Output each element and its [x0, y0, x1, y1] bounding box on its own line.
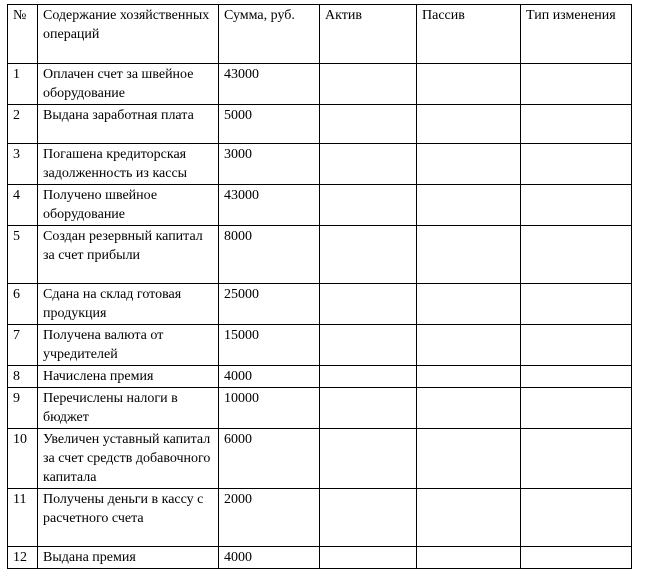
row-description: Оплачен счет за швейное оборудование: [38, 64, 219, 105]
row-description: Выдана заработная плата: [38, 105, 219, 144]
row-description: Начислена премия: [38, 366, 219, 388]
row-active: [320, 388, 417, 429]
row-change-type: [521, 429, 632, 489]
row-sum: 2000: [219, 489, 320, 547]
row-description: Создан резервный капитал за счет прибыли: [38, 226, 219, 284]
table-row: [8, 325, 632, 366]
row-passive: [417, 185, 521, 226]
operations-table: [7, 4, 632, 569]
row-sum: 6000: [219, 429, 320, 489]
row-description: Увеличен уставный капитал за счет средств добавочного капитала: [38, 429, 219, 489]
row-description: Выдана премия: [38, 547, 219, 569]
table-row: [8, 366, 632, 388]
row-change-type: [521, 284, 632, 325]
table-row: [8, 105, 632, 144]
row-passive: [417, 429, 521, 489]
row-active: [320, 226, 417, 284]
row-change-type: [521, 144, 632, 185]
row-active: [320, 144, 417, 185]
table-row: [8, 144, 632, 185]
row-change-type: [521, 547, 632, 569]
row-change-type: [521, 64, 632, 105]
row-number: 9: [8, 388, 38, 429]
row-number: 3: [8, 144, 38, 185]
row-passive: [417, 284, 521, 325]
row-active: [320, 325, 417, 366]
row-change-type: [521, 489, 632, 547]
table-row: [8, 284, 632, 325]
row-change-type: [521, 226, 632, 284]
row-passive: [417, 489, 521, 547]
row-active: [320, 185, 417, 226]
row-description: Получено швейное оборудование: [38, 185, 219, 226]
row-active: [320, 366, 417, 388]
table-row: [8, 388, 632, 429]
row-number: 10: [8, 429, 38, 489]
header-passive: Пассив: [417, 5, 521, 64]
row-number: 8: [8, 366, 38, 388]
row-change-type: [521, 388, 632, 429]
row-passive: [417, 388, 521, 429]
row-description: Получена валюта от учредителей: [38, 325, 219, 366]
row-number: 5: [8, 226, 38, 284]
table-row: [8, 64, 632, 105]
row-number: 2: [8, 105, 38, 144]
row-sum: 4000: [219, 547, 320, 569]
row-sum: 3000: [219, 144, 320, 185]
row-active: [320, 105, 417, 144]
row-passive: [417, 366, 521, 388]
row-sum: 43000: [219, 64, 320, 105]
table-row: [8, 185, 632, 226]
row-number: 4: [8, 185, 38, 226]
header-number: №: [8, 5, 38, 64]
row-sum: 4000: [219, 366, 320, 388]
row-sum: 10000: [219, 388, 320, 429]
row-sum: 43000: [219, 185, 320, 226]
row-number: 12: [8, 547, 38, 569]
row-change-type: [521, 366, 632, 388]
row-active: [320, 284, 417, 325]
row-passive: [417, 144, 521, 185]
row-sum: 15000: [219, 325, 320, 366]
row-passive: [417, 325, 521, 366]
table-row: [8, 489, 632, 547]
row-description: Перечислены налоги в бюджет: [38, 388, 219, 429]
row-change-type: [521, 105, 632, 144]
row-active: [320, 429, 417, 489]
row-active: [320, 547, 417, 569]
table-row: [8, 226, 632, 284]
row-description: Погашена кредиторская задолженность из кассы: [38, 144, 219, 185]
row-active: [320, 489, 417, 547]
header-description: Содержание хозяйственных операций: [38, 5, 219, 64]
row-change-type: [521, 325, 632, 366]
row-description: Получены деньги в кассу с расчетного счета: [38, 489, 219, 547]
row-passive: [417, 105, 521, 144]
header-change-type: Тип изменения: [521, 5, 632, 64]
row-sum: 8000: [219, 226, 320, 284]
table-header-row: [8, 5, 632, 64]
row-active: [320, 64, 417, 105]
row-passive: [417, 64, 521, 105]
row-passive: [417, 226, 521, 284]
header-sum: Сумма, руб.: [219, 5, 320, 64]
row-passive: [417, 547, 521, 569]
table-row: [8, 429, 632, 489]
row-description: Сдана на склад готовая продукция: [38, 284, 219, 325]
header-active: Актив: [320, 5, 417, 64]
row-number: 1: [8, 64, 38, 105]
table-row: [8, 547, 632, 569]
row-sum: 5000: [219, 105, 320, 144]
row-change-type: [521, 185, 632, 226]
row-sum: 25000: [219, 284, 320, 325]
row-number: 11: [8, 489, 38, 547]
row-number: 6: [8, 284, 38, 325]
row-number: 7: [8, 325, 38, 366]
